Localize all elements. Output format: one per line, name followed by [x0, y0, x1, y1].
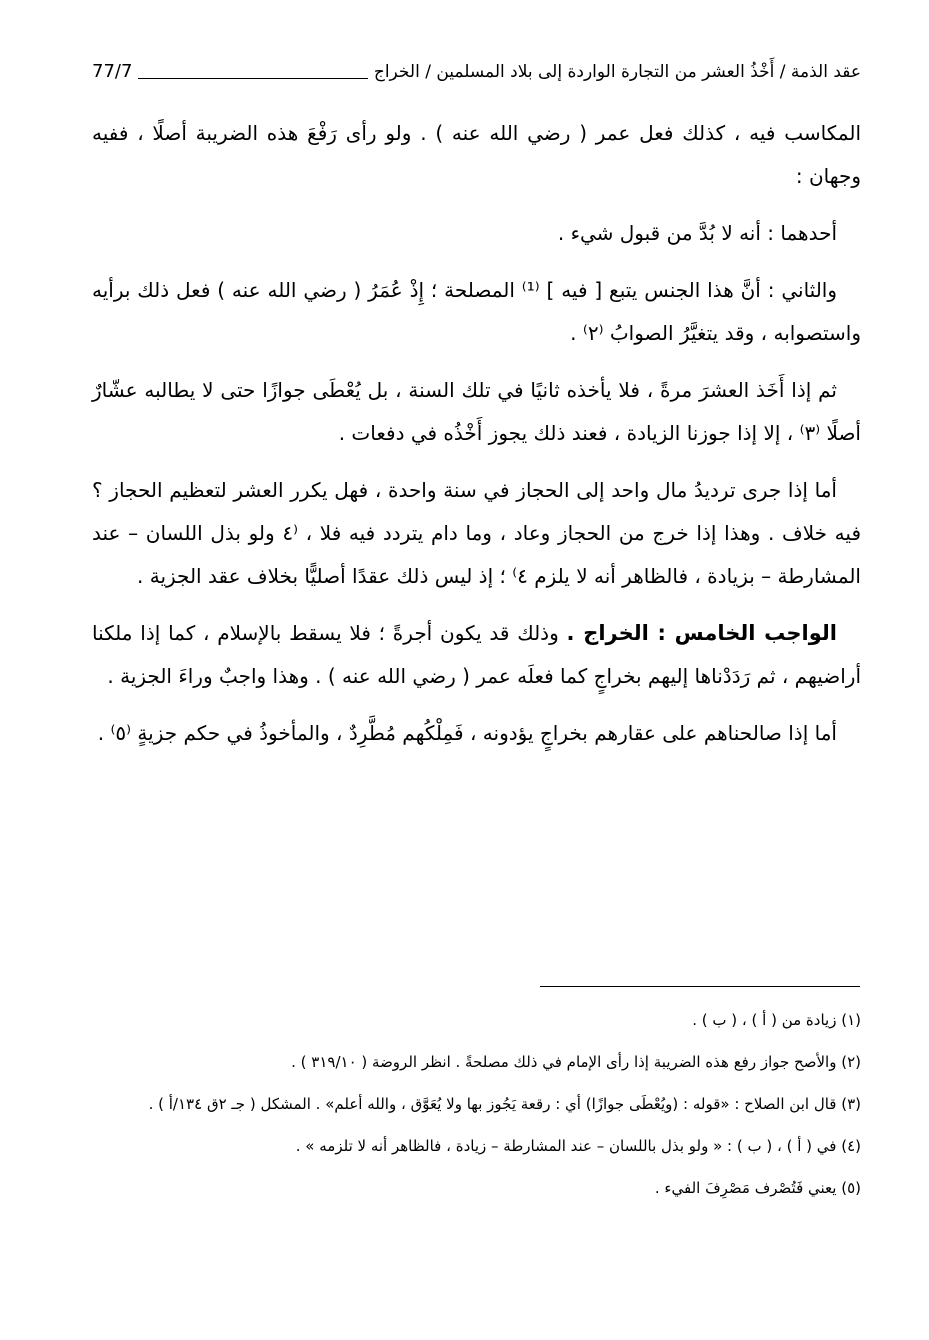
footnote-1: (١) زيادة من ( أ ) ، ( ب ) . — [692, 1011, 861, 1029]
page-number: 77/7 — [92, 61, 133, 82]
paragraph-7: أما إذا صالحناهم على عقارهم بخراجٍ يؤدونه ، فَمِلْكُهم مُطَّرِدٌ ، والمأخوذُ في حكم جزيةٍ ⁽٥⁾ . — [97, 721, 837, 745]
paragraph-1: المكاسب فيه ، كذلك فعل عمر ( رضي الله عنه ) . ولو رأى رَفْعَ هذه الضريبة أصلًا ، ففيه وجهان : — [92, 121, 861, 188]
paragraph-6-text: وذلك قد يكون أجرةً ؛ فلا يسقط بالإسلام ، كما إذا ملكنا أراضيهم ، ثم رَدَدْناها إليهم بخراجٍ كما فعلَه عمر ( رضي الله عنه ) . وهذا واجبٌ وراءَ الجزية . — [92, 621, 861, 688]
paragraph-4: ثم إذا أَخَذ العشرَ مرةً ، فلا يأخذه ثانيًا في تلك السنة ، بل يُعْطَى جوازًا حتى لا يطالبه عشّارٌ أصلًا ⁽٣⁾ ، إلا إذا جوزنا الزيادة ، فعند ذلك يجوز أَخْذُه في دفعات . — [92, 378, 861, 445]
footnote-4: (٤) في ( أ ) ، ( ب ) : « ولو بذل باللسان – عند المشارطة – زيادة ، فالظاهر أنه لا تلزمه » . — [295, 1137, 861, 1155]
section-heading: الواجب الخامس : الخراج . — [566, 621, 837, 645]
paragraph-5: أما إذا جرى ترديدُ مال واحد إلى الحجاز في سنة واحدة ، فهل يكرر العشر لتعظيم الحجاز ؟ فيه خلاف . وهذا إذا خرج من الحجاز وعاد ، وما دام يتردد فيه فلا ، ⁽٤ ولو بذل اللسان – عند المشارطة – بزيادة ، فالظاهر أنه لا يلزم ٤⁾ ؛ إذ ليس ذلك عقدًا أصليًّا بخلاف عقد الجزية . — [92, 478, 861, 588]
footnote-5: (٥) يعني فَتُصْرف مَصْرِفَ الفيء . — [654, 1179, 861, 1197]
footnote-separator — [540, 986, 860, 987]
paragraph-6 — [92, 612, 861, 698]
paragraph-3: والثاني : أنَّ هذا الجنس يتبع [ فيه ] ⁽¹⁾ المصلحة ؛ إِذْ عُمَرُ ( رضي الله عنه ) فعل ذلك برأيه واستصوابه ، وقد يتغيَّرُ الصوابُ ⁽٢⁾ . — [92, 278, 861, 345]
running-title: عقد الذمة / أَخْذُ العشر من التجارة الواردة إلى بلاد المسلمين / الخراج — [373, 62, 861, 82]
page-header — [92, 54, 861, 84]
footnote-3: (٣) قال ابن الصلاح : «قوله : (ويُعْطَى جوازًا) أي : رقعة يَجُوز بها ولا يُعَوَّق ، والله أعلم» . المشكل ( جـ ٢ق ١٣٤/أ ) . — [148, 1095, 861, 1113]
footnote-2: (٢) والأصح جواز رفع هذه الضريبة إذا رأى الإمام في ذلك مصلحةً . انظر الروضة ( ٣١٩/١٠ ) . — [291, 1053, 861, 1071]
header-rule — [138, 78, 367, 79]
footnotes — [92, 1008, 861, 1218]
paragraph-2: أحدهما : أنه لا بُدَّ من قبول شيء . — [557, 221, 837, 245]
main-text — [92, 112, 861, 761]
